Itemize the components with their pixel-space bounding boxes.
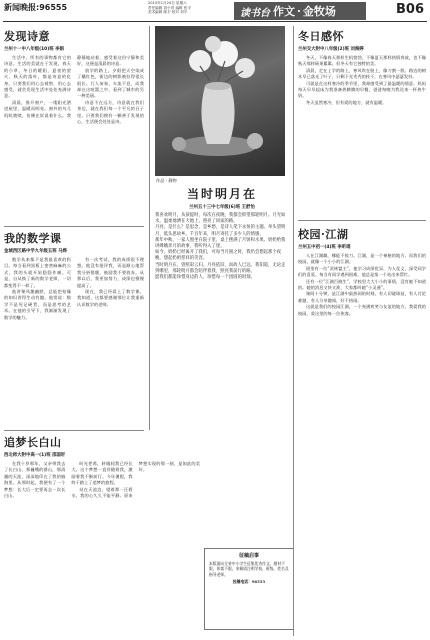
article-title: 我的数学课	[4, 232, 62, 245]
article-body	[155, 213, 289, 281]
article-author: 兰州五中初一(4)班 李昕瑶	[298, 245, 351, 250]
divider	[4, 430, 144, 431]
article-author: 金城西区路中学九年级五班 马烨	[4, 249, 67, 254]
page-number: B06	[396, 2, 424, 17]
photo-caption: 作品 · 静物	[156, 178, 177, 183]
paragraph: 我喜欢明月，从孩提时，每次在夜晚，我都会仰望那轮明月。月光如水，温柔地洒在大地上，照亮了回家的路。	[155, 213, 286, 225]
paragraph: 人在江湖飘，哪能不挨刀。江湖，是一个神秘的地方。而我们的校园，就像一个小小的江湖。	[298, 253, 426, 265]
column-divider	[293, 26, 294, 636]
paragraph: 生活中，所有的事物都有它的诗意。生活的美就在于发现。春天的小草，冬日的暖阳，夏夜的萤火，秋天的落叶，都是诗意的化身。只要我们用心去观察，用心去感受，就会发现生活中处处充满诗意。	[4, 55, 71, 99]
submission-notice	[204, 548, 294, 630]
paragraph: 可就是在这样寒冷的季节里，我却感受到了最温暖的情意。妈妈每天早早起床为我准备热腾腾的早餐，爸爸每晚为我送来一杯热牛奶。	[298, 80, 426, 99]
article-discover-poetry	[4, 30, 144, 222]
article-title: 追梦长白山	[4, 436, 62, 449]
article-body	[298, 253, 426, 317]
article-body	[4, 55, 144, 125]
paragraph: 清晨，走在上学的路上，寒风吹在脸上，像刀割一般。路边的树木早已落光了叶子，只剩下光秃秃的枝干，在寒风中瑟瑟发抖。	[298, 67, 426, 80]
paragraph: 站在天池边，望着那一汪碧水，我的心久久不能平静。原来梦想实现的那一刻，是如此的美好。	[71, 461, 200, 499]
paragraph: 数学从来都不是我最喜欢的科目。每当看到黑板上密密麻麻的公式，我的头就开始隐隐作痛。可是，自从换了新的数学老师，一切都变得不一样了。	[4, 257, 71, 288]
paragraph: 诗意不在远方，诗意就在我们身边，就在我们每一个平凡的日子里。只要我们拥有一颗善于发现的心，生活便会处处是诗。	[77, 99, 144, 125]
issue-meta	[148, 1, 228, 15]
paragraph: 如今，奶奶已经离开了我们，可每当月圆之时，我仍会想起那个夜晚，想起奶奶慈祥的笑容。	[155, 250, 282, 262]
page-header	[0, 0, 430, 22]
vase-illustration	[155, 26, 285, 176]
article-campus-jianghu	[298, 228, 426, 636]
article-title: 发现诗意	[4, 30, 50, 43]
column-divider	[149, 26, 150, 430]
paper-name: 新闻晚报:96555	[4, 3, 68, 12]
still-life-photo	[155, 26, 285, 176]
divider	[4, 226, 144, 227]
article-bright-moon	[155, 188, 289, 544]
paragraph: 那年中秋，一家人围坐在院子里，桌上摆满了月饼和水果。奶奶给我讲嫦娥奔月的故事，我听得入了迷。	[155, 237, 286, 250]
notice-title: 征稿启事	[238, 553, 259, 559]
paragraph: 现在，我已经爱上了数学课。我知道，这都要感谢那位让我重新认识数学的老师。	[77, 289, 144, 307]
paragraph: 月亮，是什么？是思念，是乡愁，是诗人笔下永恒的主题。举头望明月，低头思故乡。千百年来，明月寄托了多少人的情感。	[155, 225, 286, 237]
article-body	[298, 55, 426, 106]
article-title: 校园·江湖	[298, 228, 349, 241]
article-author: 兰州十一中八年级(10)班 李娟	[4, 47, 64, 52]
article-math-class	[4, 232, 144, 428]
section-separator: ·	[297, 4, 301, 18]
article-author: 西北师大附中高一(1)班 邵国轩	[4, 453, 66, 458]
paragraph: 放学的路上，夕阳把天空染成了橘红色，街边的树影被拉得很长很长。行人匆匆，车流不息，而我却在这喧嚣之中，看到了城市的另一种美丽。	[77, 67, 144, 99]
paragraph: 有一次考试，我的成绩很不理想。他没有批评我，而是耐心地帮我分析错题，鼓励我不要放弃。从那以后，我更加努力，成绩也慢慢提高了。	[77, 257, 144, 288]
article-author: 兰州五十三中七年级(6)班 王舒怡	[189, 205, 255, 210]
paragraph: 还有一位“江湖百晓生”，学校里大大小小的事情，没有她不知道的。她的消息又快又准，大家都叫她“小灵通”。	[298, 278, 426, 291]
paragraph: 课间十分钟，是江湖中最热闹的时刻。有人切磋球技，有人讨论难题，有人分享趣闻，好不热闹。	[298, 291, 426, 303]
paragraph: 当时明月在，曾照彩云归。月亮依旧，而故人已远。我知道，无论走到哪里，那轮明月都会陪伴着我，照亮我前行的路。	[155, 262, 286, 274]
paragraph: 他讲课风趣幽默，总能把枯燥的知识讲得生动有趣。他常说：数学不是死记硬背，而是思考的艺术。在他的引导下，我渐渐发现了数学的魅力。	[4, 289, 71, 320]
notice-phone-label: 投稿电话：	[232, 579, 252, 585]
paragraph: 清晨，推开窗户，一缕阳光洒进屋里，温暖而明亮。窗外的鸟儿叽叽喳喳，仿佛在诉说着什么。我静静地站着，感受着这份宁静和美好，这便是清晨的诗意。	[4, 55, 144, 118]
header-rule	[3, 21, 427, 22]
article-body	[4, 257, 144, 321]
paragraph: 班里有一位“武林盟主”，他学习成绩优异，为人仗义，深受同学们的喜爱。每当有同学遇到困难，他总是第一个站出来帮忙。	[298, 265, 426, 278]
paragraph: 冬天，不像春天那样生机勃勃，不像夏天那样热情奔放，也不像秋天那样硕果累累。但冬天有它独特的美。	[298, 55, 426, 67]
notice-phone	[209, 579, 289, 584]
paragraph: 时光荏苒，转眼间我已经长大。这个梦想一直伴随着我，激励着我不断前行。今年暑假，我终于踏上了追梦的旅程。	[71, 461, 133, 486]
article-title: 冬日感怀	[298, 30, 344, 43]
section-script: 读书台	[240, 7, 270, 19]
paragraph: 愿我们都能珍惜身边的人，珍惜每一个团圆的时刻。	[155, 275, 255, 281]
meta-date: 2015年1月24日 星期六	[148, 1, 187, 5]
article-winter-thoughts	[298, 30, 426, 214]
meta-editors: 责任编辑 刘小青 编辑 张平	[148, 5, 191, 10]
paragraph: 冬天虽然寒冷，但有爱的地方，就有温暖。	[306, 99, 387, 105]
notice-body: 本版面向全省中小学生征集优秀作文，题材不限，体裁不限。来稿请注明学校、班级、姓名及指导老师。	[209, 561, 289, 577]
section-banner	[234, 2, 366, 20]
paragraph: 在我十岁那年，父亲带我去了长白山。那巍峨的群山，那清澈的天池，深深地印在了我的脑海里。从那时起，我便有了一个梦想：长大后一定要再去一次长白山。	[4, 461, 66, 499]
meta-art: 美术编辑 陈平 校对 刘平	[148, 10, 188, 15]
article-author: 兰州交大附中八年级(2)班 刘海婷	[298, 47, 364, 52]
divider	[298, 220, 426, 221]
section-subtitle: 金牧场	[302, 5, 336, 18]
paragraph: 这就是我们的校园江湖，一个充满欢笑与友谊的地方。我爱我的校园，爱这里的每一位侠客。	[298, 304, 426, 316]
section-title: 作文	[273, 5, 295, 18]
article-title: 当时明月在	[186, 188, 257, 201]
notice-phone-number: 96555	[251, 579, 266, 585]
